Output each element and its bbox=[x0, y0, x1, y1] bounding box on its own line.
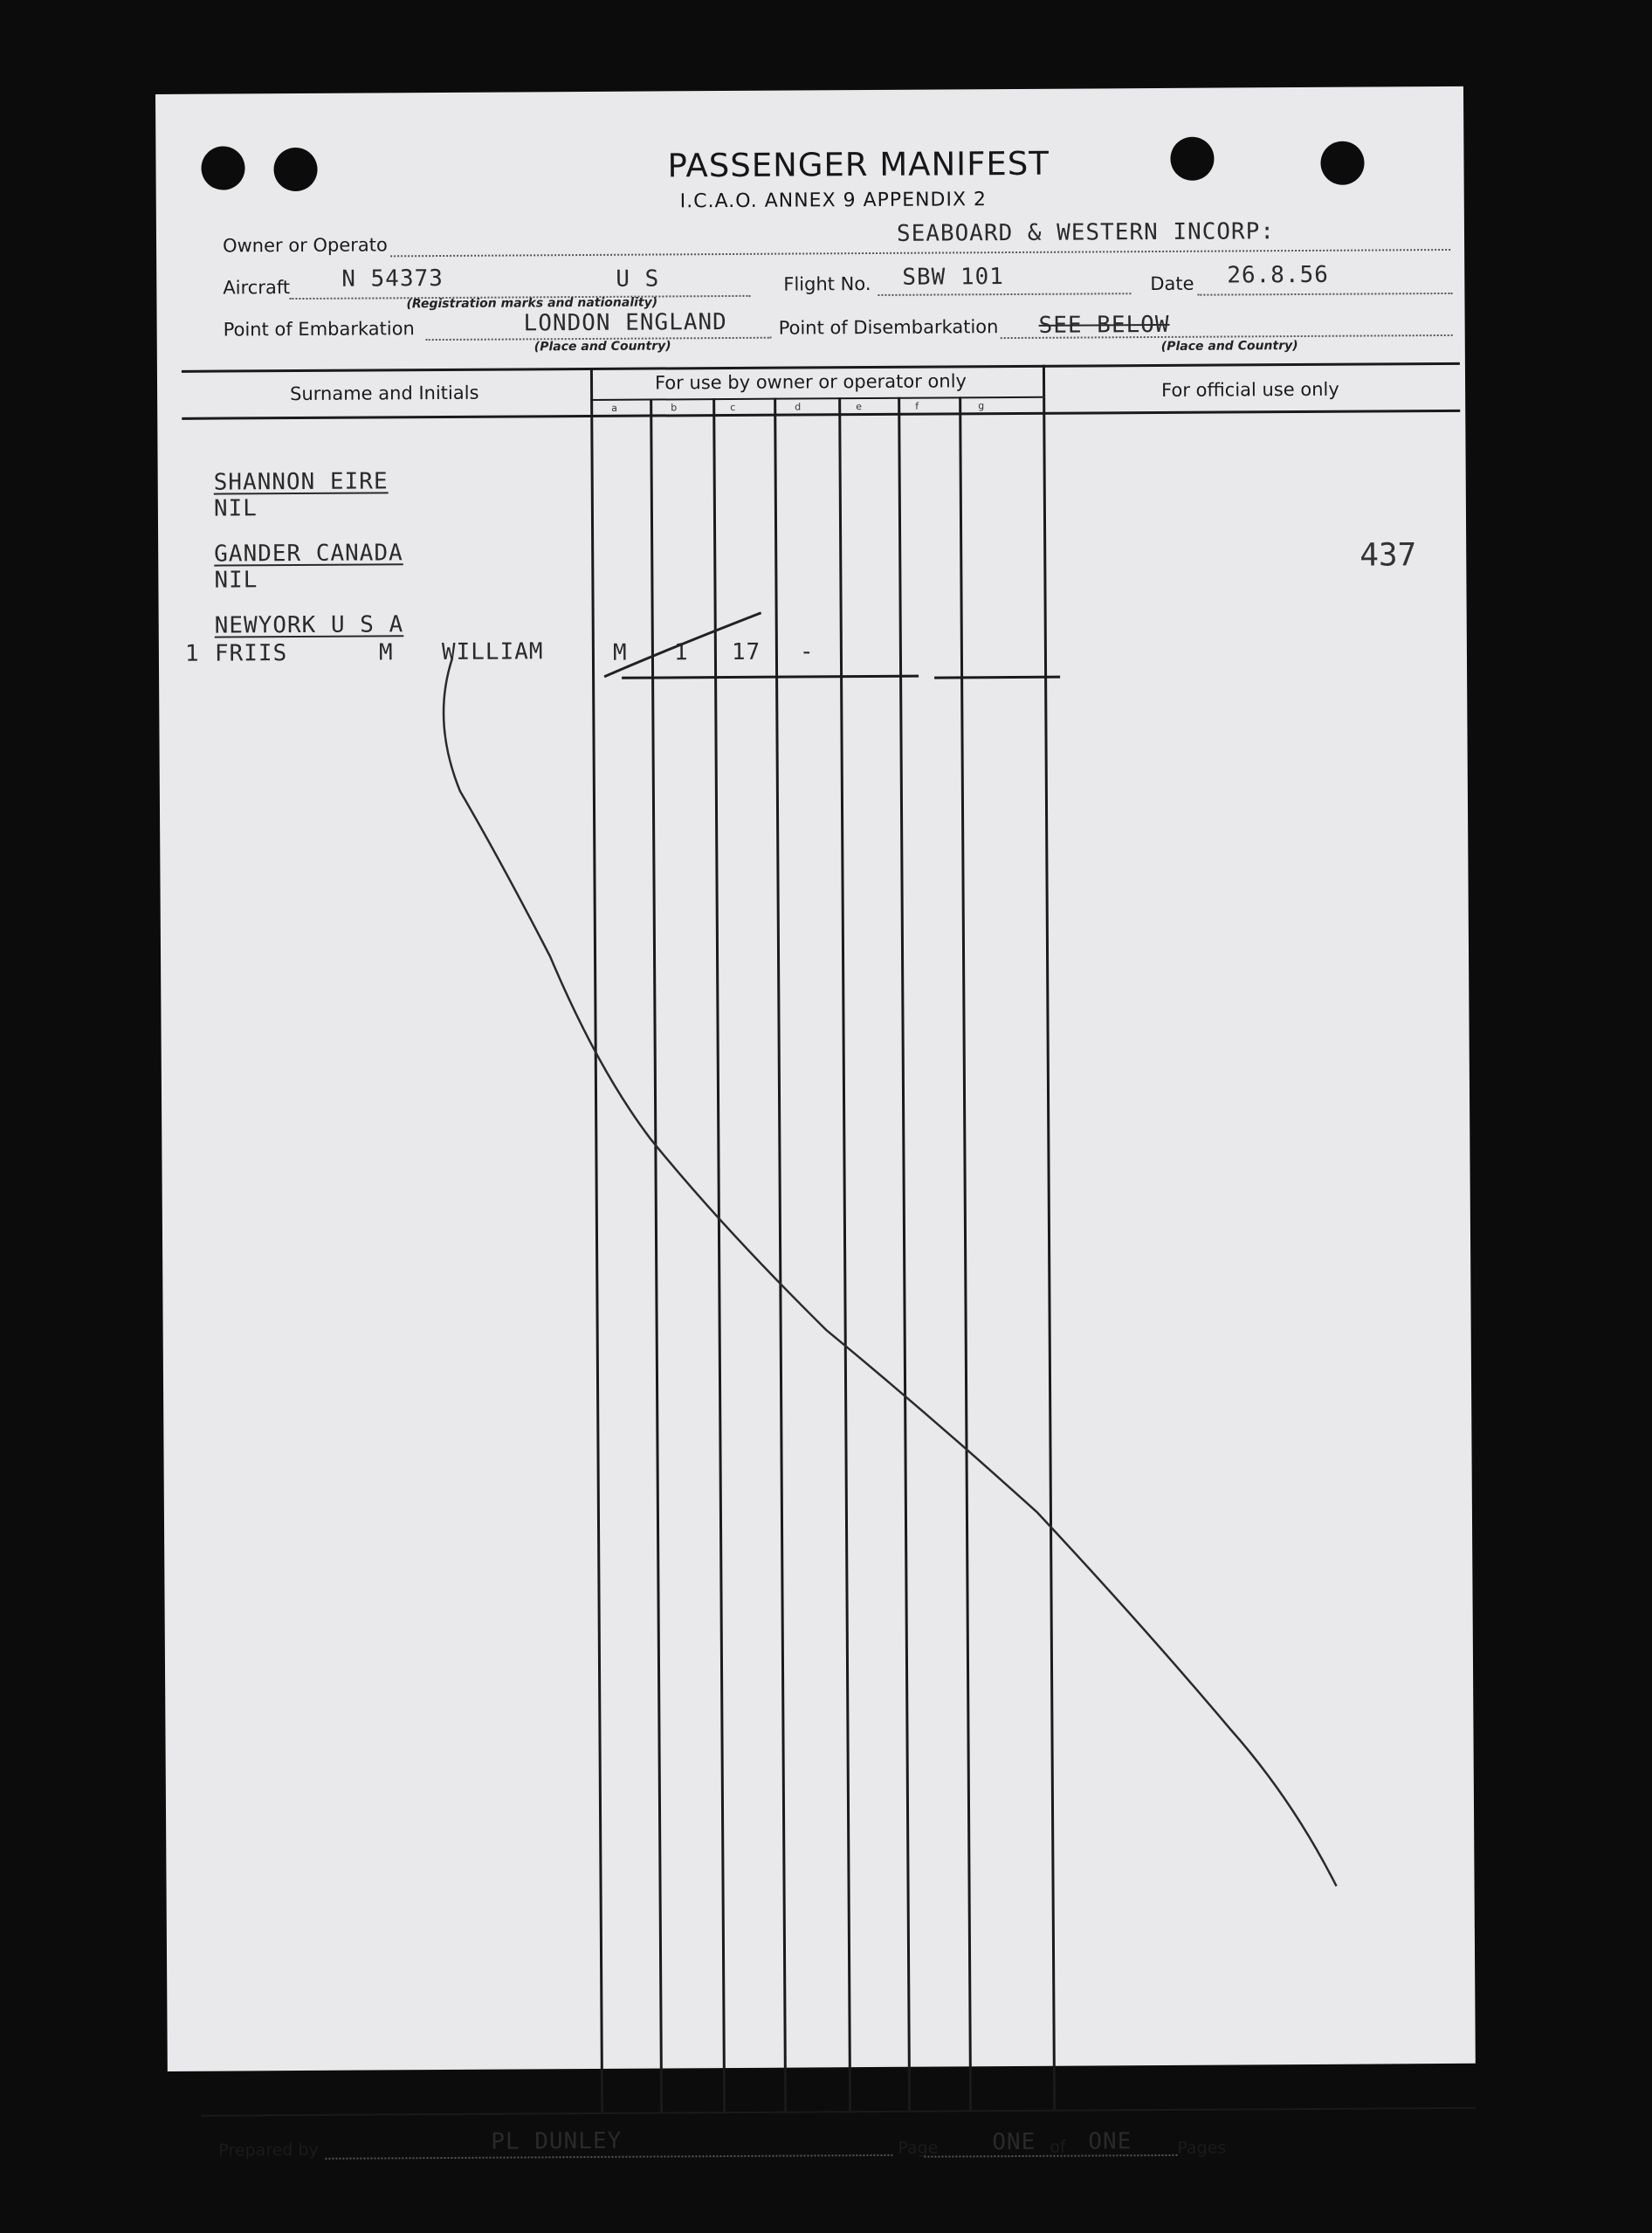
diagonal-cancel-stroke bbox=[444, 653, 1337, 1892]
aircraft-hint: (Registration marks and nationality) bbox=[406, 295, 658, 312]
prepared-dotted-line bbox=[325, 2154, 892, 2160]
passenger-col-b: 1 bbox=[673, 639, 689, 666]
date-value: 26.8.56 bbox=[1227, 261, 1329, 289]
passenger-initial: M bbox=[378, 639, 394, 666]
flight-value: SBW 101 bbox=[902, 264, 1004, 291]
stop3-place: NEWYORK U S A bbox=[214, 611, 404, 639]
manifest-paper bbox=[155, 86, 1476, 2161]
passenger-col-a: M bbox=[612, 639, 628, 666]
col-official-header: For official use only bbox=[1161, 378, 1339, 401]
col-owner-use-header: For use by owner or operator only bbox=[654, 370, 967, 394]
col-surname-header: Surname and Initials bbox=[290, 382, 479, 405]
subcol-f: f bbox=[915, 400, 919, 412]
of-label: of bbox=[1050, 2137, 1066, 2157]
passenger-given-name: WILLIAM bbox=[441, 638, 544, 666]
passenger-surname: FRIIS bbox=[214, 640, 288, 667]
aircraft-registration: N 54373 bbox=[341, 265, 444, 293]
embarkation-label: Point of Embarkation bbox=[223, 318, 415, 341]
page-label: Page bbox=[898, 2138, 939, 2158]
pages-dotted-line bbox=[924, 2154, 1177, 2158]
aircraft-label: Aircraft bbox=[223, 277, 291, 299]
embarkation-hint: (Place and Country) bbox=[533, 339, 671, 355]
footer-rule bbox=[201, 2107, 1476, 2117]
subcol-a: a bbox=[611, 402, 617, 414]
document-subtitle: I.C.A.O. ANNEX 9 APPENDIX 2 bbox=[679, 189, 988, 213]
subcol-g: g bbox=[978, 400, 985, 412]
date-label: Date bbox=[1150, 272, 1194, 295]
embarkation-value: LONDON ENGLAND bbox=[523, 309, 727, 337]
subcol-e: e bbox=[856, 401, 863, 413]
stop2-place: GANDER CANADA bbox=[214, 540, 403, 568]
pen-strokes bbox=[155, 86, 1476, 2071]
document-title: PASSENGER MANIFEST bbox=[667, 144, 1050, 185]
disembarkation-label: Point of Disembarkation bbox=[778, 316, 999, 339]
passenger-col-c: 17 bbox=[731, 638, 761, 665]
stop1-place: SHANNON EIRE bbox=[213, 468, 389, 496]
official-number: 437 bbox=[1359, 537, 1417, 574]
owner-value: SEABOARD & WESTERN INCORP: bbox=[896, 218, 1276, 247]
subcol-c: c bbox=[730, 401, 736, 413]
prepared-label: Prepared by bbox=[218, 2140, 319, 2161]
pages-label: Pages bbox=[1177, 2138, 1227, 2158]
disembarkation-value: SEE BELOW bbox=[1038, 311, 1170, 339]
stop2-note: NIL bbox=[214, 567, 258, 594]
aircraft-nationality: U S bbox=[616, 265, 660, 293]
subcol-d: d bbox=[795, 401, 802, 413]
flight-label: Flight No. bbox=[783, 272, 871, 295]
owner-label: Owner or Operato bbox=[222, 234, 388, 257]
check-stroke bbox=[604, 613, 761, 677]
passenger-number: 1 bbox=[184, 640, 200, 667]
stop1-note: NIL bbox=[213, 495, 258, 522]
page-value: ONE bbox=[992, 2128, 1036, 2156]
disembarkation-hint: (Place and Country) bbox=[1160, 339, 1298, 354]
subcol-b: b bbox=[671, 402, 678, 414]
prepared-value: PL DUNLEY bbox=[491, 2127, 623, 2155]
of-value: ONE bbox=[1088, 2128, 1132, 2155]
passenger-col-d: - bbox=[799, 638, 815, 665]
